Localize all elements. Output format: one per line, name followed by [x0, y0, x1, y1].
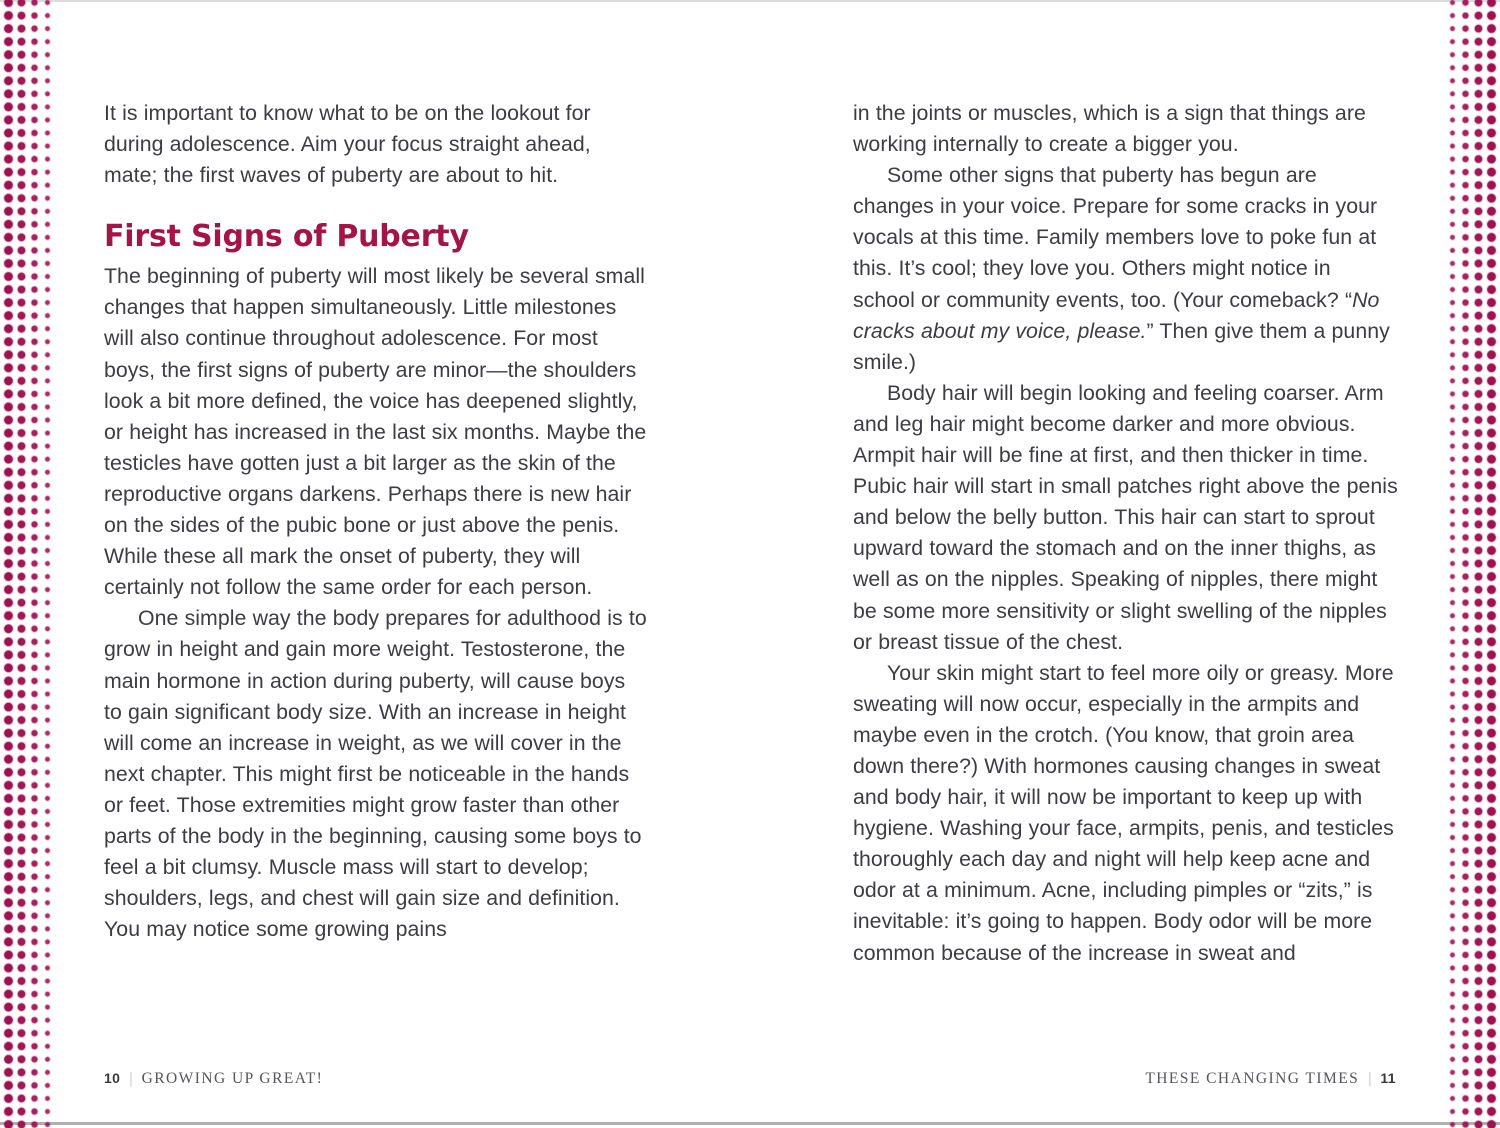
paragraph-voice-changes-part2: ” Then give them a punny smile.) [853, 318, 1390, 374]
running-head-right: THESE CHANGING TIMES [1145, 1070, 1360, 1087]
dot-column-4 [41, 0, 54, 1128]
paragraph-beginning-of-puberty: The beginning of puberty will most likely be several small changes that happen simultaneously. Little milestones will also continue throughout adolescence. For most boys, the first signs of puberty are minor—the shoulders look a bit more defined, the voice has deepened slightly, or height has increased in the last six months. Maybe the testicles have gotten just a bit larger as the skin of the reproductive organs darkens. Perhaps there is new hair on the sides of the pubic bone or just above the penis. While these all mark the onset of puberty, they will certainly not follow the same order for each person. [104, 264, 647, 600]
dot-column-1 [1485, 0, 1498, 1128]
dot-column-1 [2, 0, 15, 1128]
right-page-column [853, 98, 1398, 998]
dot-column-2 [15, 0, 28, 1128]
page-title: First Signs of Puberty [104, 219, 469, 255]
right-page-footer [1145, 1070, 1396, 1088]
paragraph-voice-changes-part1: Some other signs that puberty has begun are changes in your voice. Prepare for some cracks in your vocals at this time. Family members love to poke fun at this. It’s cool; they love you. Others might notice in school or community events, too. (Your comeback? “ [853, 163, 1378, 312]
footer-separator-left: | [129, 1070, 133, 1087]
left-page-footer [104, 1070, 323, 1088]
paragraph-voice-changes-italic-quote: No cracks about my voice, please. [853, 287, 1380, 343]
paragraph-body-hair: Body hair will begin looking and feeling coarser. Arm and leg hair might become darker and more obvious. Armpit hair will be fine at first, and then thicker in time. Pubic hair will start in small patches right above the penis and below the belly button. This hair can start to sprout upward toward the stomach and on the inner thighs, as well as on the nipples. Speaking of nipples, there might be some more sensitivity or slight swelling of the nipples or breast tissue of the chest. [853, 380, 1398, 654]
dot-column-3 [28, 0, 41, 1128]
footer-separator-right: | [1368, 1070, 1372, 1087]
right-dot-border-decoration [1448, 2, 1500, 1122]
running-head-left: GROWING UP GREAT! [141, 1070, 324, 1087]
two-column-text-area [104, 98, 1396, 998]
dot-column-3 [1459, 0, 1472, 1128]
dot-column-4 [1446, 0, 1459, 1128]
paragraph-voice-changes [853, 160, 1398, 378]
page-number-right: 11 [1380, 1070, 1396, 1086]
page-number-left: 10 [104, 1070, 121, 1086]
paragraph-body-prepares: One simple way the body prepares for adulthood is to grow in height and gain more weight. Testosterone, the main hormone in action during puberty, will cause boys to gain significant body size. With an increase in height will come an increase in weight, as we will cover in the next chapter. This might first be noticeable in the hands or feet. Those extremities might grow faster than other parts of the body in the beginning, causing some boys to feel a bit clumsy. Muscle mass will start to develop; shoulders, legs, and chest will gain size and definition. You may notice some growing pains [104, 606, 647, 942]
paragraph-intro: It is important to know what to be on the lookout for during adolescence. Aim your focus straight ahead, mate; the first waves of puberty are about to hit. [104, 101, 591, 188]
paragraph-skin-and-hygiene: Your skin might start to feel more oily or greasy. More sweating will now occur, especially in the armpits and maybe even in the crotch. (You know, that groin area down there?) With hormones causing changes in sweat and body hair, it will now be important to keep up with hygiene. Washing your face, armpits, penis, and testicles thoroughly each day and night will help keep acne and odor at a minimum. Acne, including pimples or “zits,” is inevitable: it’s going to happen. Body odor will be more common because of the increase in sweat and [853, 660, 1394, 965]
left-page-column [104, 98, 649, 998]
left-dot-border-decoration [0, 2, 52, 1122]
paragraph-continuation-joints: in the joints or muscles, which is a sign that things are working internally to create a bigger you. [853, 101, 1366, 157]
dot-column-2 [1472, 0, 1485, 1128]
